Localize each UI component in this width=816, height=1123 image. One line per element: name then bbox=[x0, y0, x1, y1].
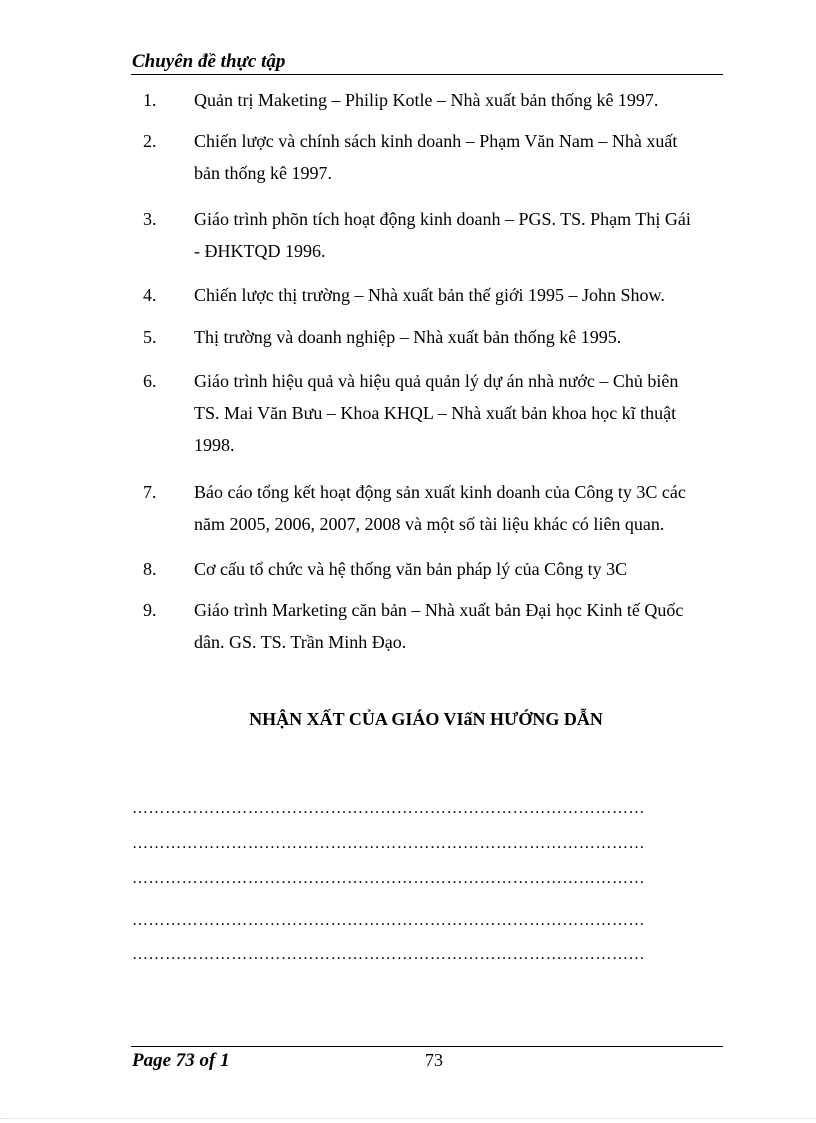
reference-line: Giáo trình phõn tích hoạt động kinh doanh – PGS. TS. Phạm Thị Gái bbox=[194, 209, 691, 229]
reference-number: 3. bbox=[143, 209, 157, 229]
reference-number: 8. bbox=[143, 559, 157, 579]
reference-text bbox=[194, 279, 720, 311]
reference-line: 1998. bbox=[194, 435, 235, 455]
reference-line: Chiến lược và chính sách kinh doanh – Phạm Văn Nam – Nhà xuất bbox=[194, 131, 678, 151]
reference-number: 5. bbox=[143, 327, 157, 347]
reference-line: dân. GS. TS. Trần Minh Đạo. bbox=[194, 632, 407, 652]
footer-page-label: Page 73 of 1 bbox=[132, 1050, 230, 1071]
reference-line: Quản trị Maketing – Philip Kotle – Nhà xuất bản thống kê 1997. bbox=[194, 90, 659, 110]
reference-text bbox=[194, 553, 720, 585]
comment-line: ………………………………………………………………………………… bbox=[132, 946, 646, 963]
reference-text bbox=[194, 125, 720, 189]
reference-number: 7. bbox=[143, 482, 157, 502]
reference-number: 1. bbox=[143, 90, 157, 110]
reference-line: Giáo trình hiệu quả và hiệu quả quản lý dự án nhà nước – Chủ biên bbox=[194, 371, 679, 391]
footer-page-number: 73 bbox=[425, 1050, 443, 1070]
reference-text bbox=[194, 476, 720, 540]
footer-rule bbox=[131, 1046, 723, 1047]
comment-line: ………………………………………………………………………………… bbox=[132, 870, 646, 887]
reference-text bbox=[194, 321, 720, 353]
reference-line: năm 2005, 2006, 2007, 2008 và một số tài liệu khác có liên quan. bbox=[194, 514, 665, 534]
header-title: Chuyên đề thực tập bbox=[132, 51, 286, 72]
reference-text bbox=[194, 203, 720, 267]
comment-line: ………………………………………………………………………………… bbox=[132, 835, 646, 852]
reference-line: Báo cáo tổng kết hoạt động sản xuất kinh doanh của Công ty 3C các bbox=[194, 482, 686, 502]
reference-line: bản thống kê 1997. bbox=[194, 163, 332, 183]
reference-number: 2. bbox=[143, 131, 157, 151]
reference-text bbox=[194, 594, 720, 658]
reference-number: 9. bbox=[143, 600, 157, 620]
reference-number: 6. bbox=[143, 371, 157, 391]
reference-line: Giáo trình Marketing căn bản – Nhà xuất bản Đại học Kinh tế Quốc bbox=[194, 600, 684, 620]
reference-line: Thị trường và doanh nghiệp – Nhà xuất bản thống kê 1995. bbox=[194, 327, 622, 347]
header-rule bbox=[131, 74, 723, 75]
reference-text bbox=[194, 84, 720, 116]
comment-line: ………………………………………………………………………………… bbox=[132, 800, 646, 817]
reference-text bbox=[194, 365, 720, 461]
reference-line: Cơ cấu tổ chức và hệ thống văn bản pháp lý của Công ty 3C bbox=[194, 559, 628, 579]
reference-number: 4. bbox=[143, 285, 157, 305]
comment-line: ………………………………………………………………………………… bbox=[132, 912, 646, 929]
reference-line: TS. Mai Văn Bưu – Khoa KHQL – Nhà xuất bản khoa học kĩ thuật bbox=[194, 403, 677, 423]
section-title: NHẬN XẤT CỦA GIÁO VIấN HƯỚNG DẪN bbox=[249, 709, 603, 729]
reference-line: - ĐHKTQD 1996. bbox=[194, 241, 326, 261]
page-bottom-border bbox=[0, 1118, 816, 1119]
reference-line: Chiến lược thị trường – Nhà xuất bản thế giới 1995 – John Show. bbox=[194, 285, 665, 305]
